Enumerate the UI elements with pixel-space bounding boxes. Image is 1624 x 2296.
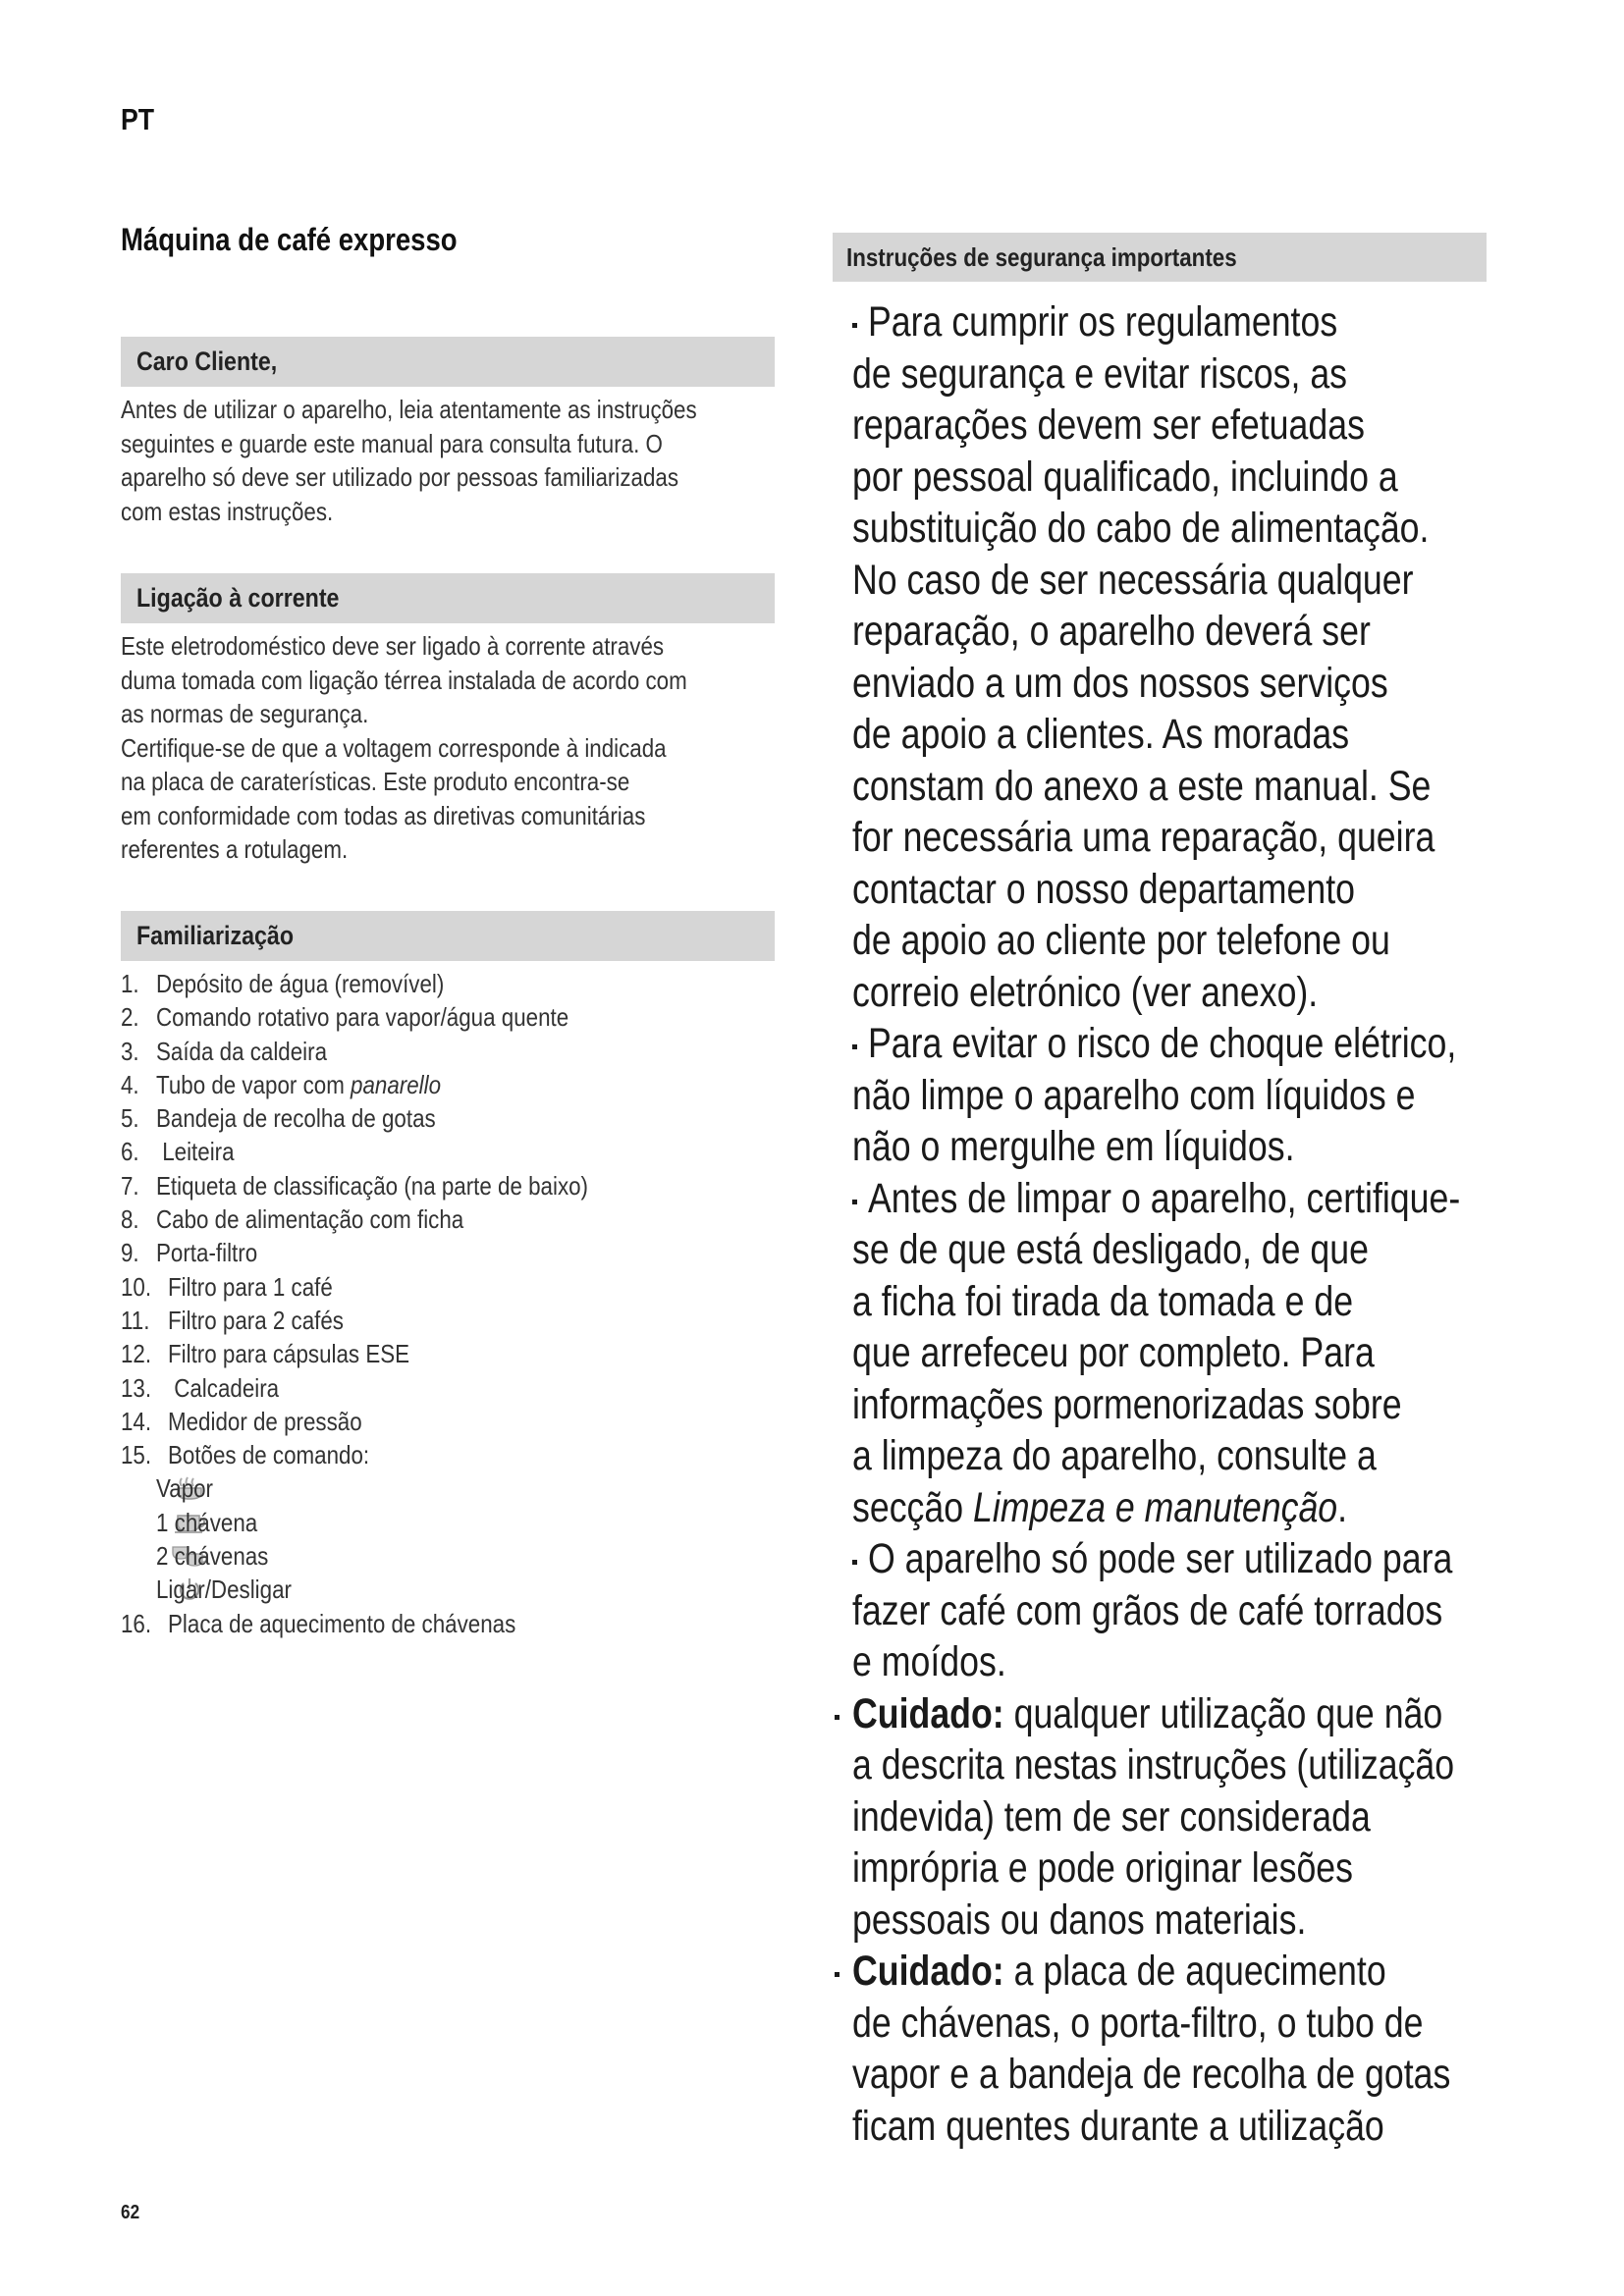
safety-bullet-caution-misuse: Cuidado: qualquer utilização que não a descrita nestas instruções (utilização indevida) tem de ser considerada imprópria e pode originar lesões pessoais ou danos materiais. — [833, 1689, 1487, 1948]
safety-bullet-electric-shock: Para evitar o risco de choque elétrico, não limpe o aparelho com líquidos e não o mergulhe em líquidos. — [852, 1021, 1457, 1170]
power-paragraph: Este eletrodoméstico deve ser ligado à corrente através duma tomada com ligação térrea instalada de acordo com as normas de segurança. Certifique-se de que a voltagem corresponde à indicada na placa de caraterísticas. Este produto encontra-se em conformidade com todas as diretivas comunitárias referentes a rotulagem. — [121, 631, 687, 864]
list-item: 12. Filtro para cápsulas ESE — [121, 1339, 410, 1369]
list-item: 4. Tubo de vapor com panarello — [121, 1069, 442, 1099]
button-item-two-cups: 2 chávenas — [156, 1541, 269, 1572]
bullet-marker — [835, 1715, 839, 1720]
page-number: 62 — [121, 2202, 140, 2223]
section-heading: Instruções de segurança importantes — [833, 233, 1487, 282]
list-item: 6. Leiteira — [121, 1137, 235, 1167]
list-item: 14. Medidor de pressão — [121, 1406, 362, 1436]
list-item: 8. Cabo de alimentação com ficha — [121, 1204, 464, 1235]
bullet-marker — [852, 1044, 857, 1049]
bullet-marker — [852, 1200, 857, 1204]
list-item: 10. Filtro para 1 café — [121, 1271, 333, 1302]
list-item: 3. Saída da caldeira — [121, 1036, 328, 1066]
bullet-marker — [852, 1560, 857, 1565]
section-heading: Caro Cliente, — [121, 337, 775, 387]
section-caro-cliente — [121, 337, 775, 528]
list-item: 13. Calcadeira — [121, 1372, 280, 1403]
bullet-marker — [835, 1972, 839, 1977]
list-item: 16. Placa de aquecimento de chávenas — [121, 1608, 516, 1638]
page-title: Máquina de café expresso — [121, 222, 458, 257]
section-safety-instructions — [833, 233, 1487, 2153]
safety-bullet-intended-use: O aparelho só pode ser utilizado para fazer café com grãos de café torrados e moídos. — [852, 1536, 1453, 1685]
list-item: 9. Porta-filtro — [121, 1238, 258, 1268]
list-item: 7. Etiqueta de classificação (na parte de baixo) — [121, 1170, 589, 1201]
parts-list — [121, 967, 775, 1640]
safety-bullet-cleaning: Antes de limpar o aparelho, certifique- se de que está desligado, de que a ficha foi tirada da tomada e de que arrefeceu por completo. Para informações pormenorizadas sobre a limpeza do aparelho, consulte a secção Limpeza e manutenção. — [852, 1175, 1461, 1531]
list-item: 15. Botões de comando: — [121, 1440, 370, 1470]
list-item: 2. Comando rotativo para vapor/água quente — [121, 1002, 569, 1033]
bullet-marker — [852, 323, 857, 328]
section-heading: Ligação à corrente — [121, 573, 775, 623]
intro-paragraph: Antes de utilizar o aparelho, leia atentamente as instruções seguintes e guarde este manual para consulta futura. O aparelho só deve ser utilizado por pessoas familiarizadas com estas instruções. — [121, 395, 697, 526]
button-item-one-cup: 1 chávena — [156, 1507, 258, 1537]
button-item-steam: Vapor — [156, 1473, 214, 1504]
safety-bullet-caution-hot: Cuidado: a placa de aquecimento de chávenas, o porta-filtro, o tubo de vapor e a bandeja de recolha de gotas ficam quentes durante a utilização — [833, 1947, 1487, 2153]
list-item: 5. Bandeja de recolha de gotas — [121, 1103, 436, 1134]
section-ligacao-corrente — [121, 573, 775, 867]
list-item: 11. Filtro para 2 cafés — [121, 1305, 344, 1335]
section-familiarizacao — [121, 911, 775, 1640]
section-heading: Familiarização — [121, 911, 775, 961]
list-item: 1. Depósito de água (removível) — [121, 969, 445, 998]
safety-bullet-repairs: Para cumprir os regulamentos de segurança e evitar riscos, as reparações devem ser efetuadas por pessoal qualificado, incluindo a substituição do cabo de alimentação. No caso de ser necessária qualquer reparação, o aparelho deverá ser enviado a um dos nossos serviços de apoio a clientes. As moradas constam do anexo a este manual. Se for necessária uma reparação, queira contactar o nosso departamento de apoio ao cliente por telefone ou correio eletrónico (ver anexo). — [852, 299, 1435, 1016]
language-code: PT — [121, 102, 155, 136]
button-item-power: Ligar/Desligar — [156, 1575, 292, 1605]
